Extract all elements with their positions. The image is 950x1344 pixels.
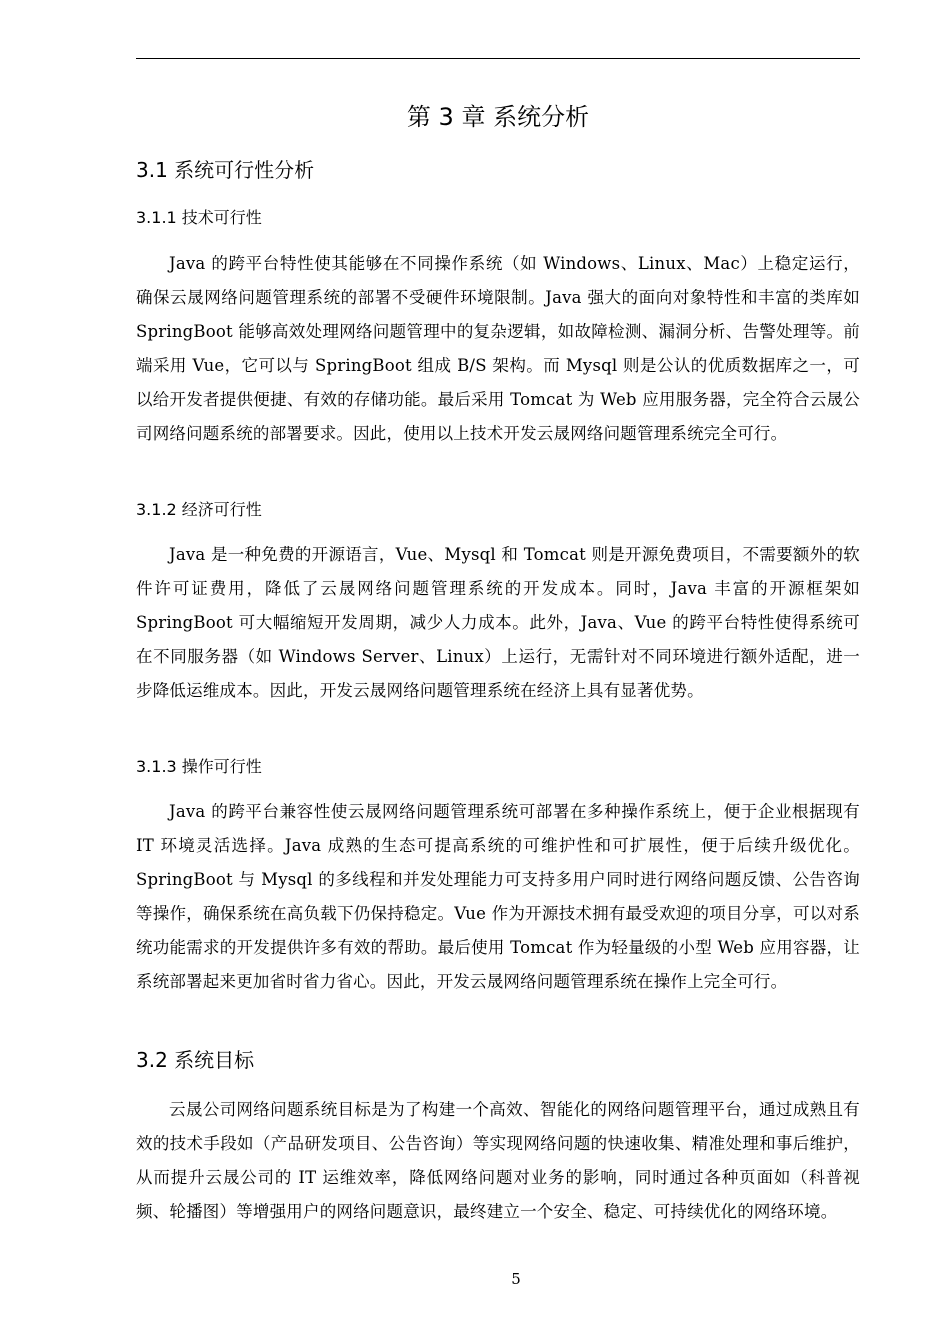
section-3-2-heading: 3.2 系统目标 <box>136 1048 255 1072</box>
header-rule <box>136 58 860 59</box>
page-number: 5 <box>511 1270 521 1288</box>
section-3-2-paragraph: 云晟公司网络问题系统目标是为了构建一个高效、智能化的网络问题管理平台，通过成熟且有效的技术手段如（产品研发项目、公告咨询）等实现网络问题的快速收集、精准处理和事后维护，从而提升云晟公司的 IT 运维效率，降低网络问题对业务的影响，同时通过各种页面如（科普视频、轮播图）等增强用户的网络问题意识，最终建立一个安全、稳定、可持续优化的网络环境。 <box>136 1100 860 1221</box>
section-3-1-1-heading: 3.1.1 技术可行性 <box>136 208 262 227</box>
chapter-title: 第 3 章 系统分析 <box>406 103 590 131</box>
section-3-1-3-paragraph: Java 的跨平台兼容性使云晟网络问题管理系统可部署在多种操作系统上，便于企业根据现有 IT 环境灵活选择。Java 成熟的生态可提高系统的可维护性和可扩展性，便于后续升级优化。SpringBoot 与 Mysql 的多线程和并发处理能力可支持多用户同时进行网络问题反馈、公告咨询等操作，确保系统在高负载下仍保持稳定。Vue 作为开源技术拥有最受欢迎的项目分享，可以对系统功能需求的开发提供许多有效的帮助。最后使用 Tomcat 作为轻量级的小型 Web 应用容器，让系统部署起来更加省时省力省心。因此，开发云晟网络问题管理系统在操作上完全可行。 <box>136 802 860 991</box>
section-3-1-2-paragraph: Java 是一种免费的开源语言，Vue、Mysql 和 Tomcat 则是开源免费项目，不需要额外的软件许可证费用，降低了云晟网络问题管理系统的开发成本。同时，Java 丰富的开源框架如 SpringBoot 可大幅缩短开发周期，减少人力成本。此外，Java、Vue 的跨平台特性使得系统可在不同服务器（如 Windows Server、Linux）上运行，无需针对不同环境进行额外适配，进一步降低运维成本。因此，开发云晟网络问题管理系统在经济上具有显著优势。 <box>136 545 860 700</box>
section-3-1-2-heading: 3.1.2 经济可行性 <box>136 500 262 519</box>
section-3-1-3-heading: 3.1.3 操作可行性 <box>136 757 262 776</box>
section-3-1-heading: 3.1 系统可行性分析 <box>136 158 315 182</box>
section-3-1-1-paragraph: Java 的跨平台特性使其能够在不同操作系统（如 Windows、Linux、Mac）上稳定运行，确保云晟网络问题管理系统的部署不受硬件环境限制。Java 强大的面向对象特性和丰富的类库如 SpringBoot 能够高效处理网络问题管理中的复杂逻辑，如故障检测、漏洞分析、告警处理等。前端采用 Vue，它可以与 SpringBoot 组成 B/S 架构。而 Mysql 则是公认的优质数据库之一，可以给开发者提供便捷、有效的存储功能。最后采用 Tomcat 为 Web 应用服务器，完全符合云晟公司网络问题系统的部署要求。因此，使用以上技术开发云晟网络问题管理系统完全可行。 <box>136 254 860 443</box>
